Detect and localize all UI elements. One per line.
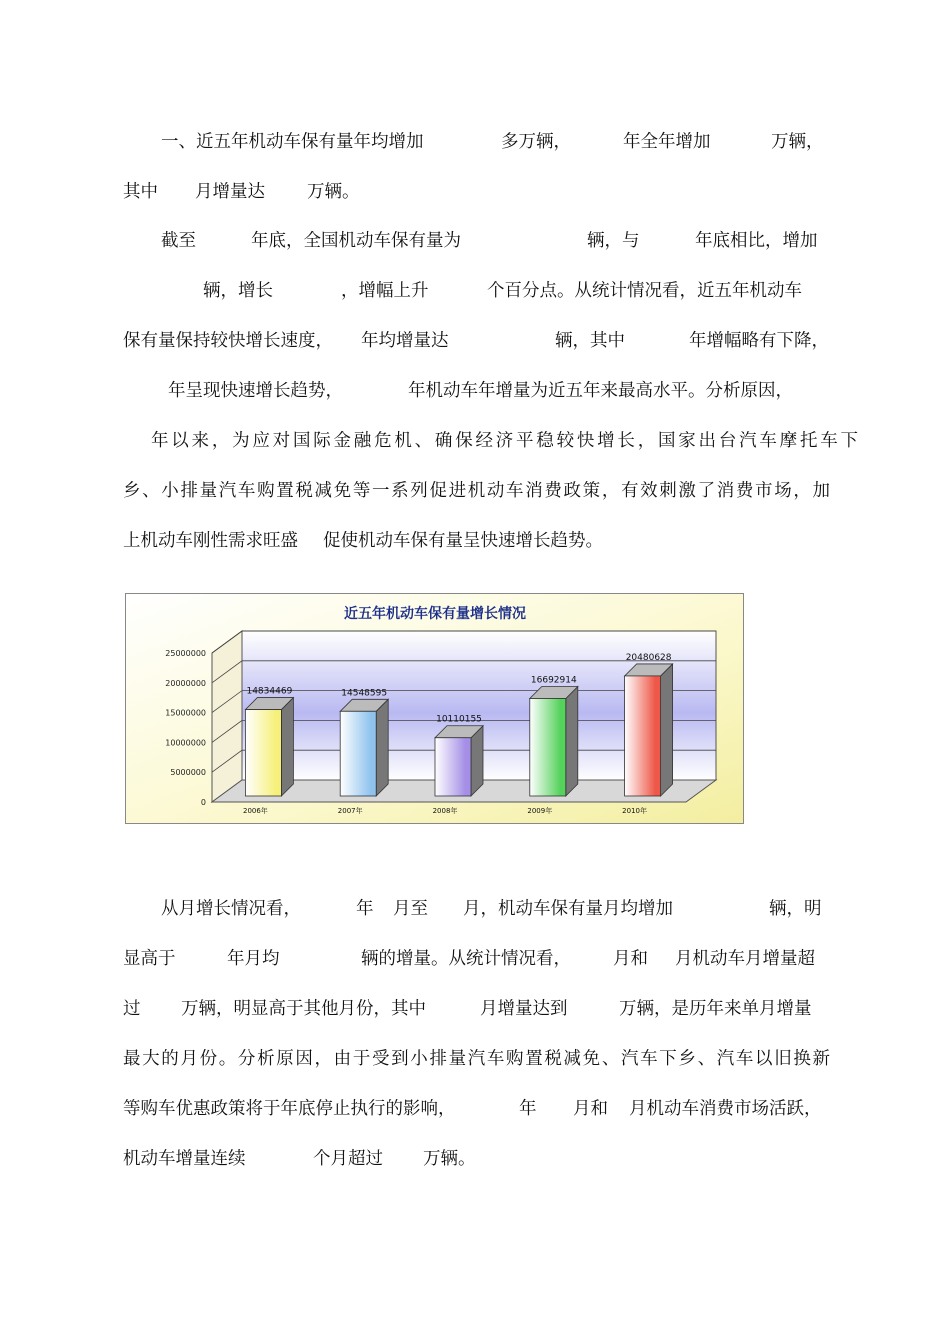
y-tick-label: 0 — [200, 798, 206, 807]
text-segment: 个月超过 — [313, 1149, 383, 1169]
text-segment: 月增量达 — [195, 182, 265, 202]
text-line — [123, 1096, 830, 1146]
y-tick-label: 25000000 — [165, 649, 206, 658]
text-line — [123, 328, 830, 378]
text-line — [123, 478, 830, 528]
text-segment: 乡、小排量汽车购置税减免等一系列促进机动车消费政策，有效刺激了消费市场，加 — [123, 481, 830, 501]
text-segment: 年月均 — [227, 949, 280, 969]
text-line — [123, 946, 830, 996]
text-segment: 年全年增加 — [623, 132, 711, 152]
text-line — [123, 228, 830, 278]
y-tick-label: 20000000 — [165, 678, 206, 688]
bar-value-label: 10110155 — [436, 714, 482, 725]
y-tick-label: 10000000 — [165, 738, 206, 748]
text-segment: 年以来，为应对国际金融危机、确保经济平稳较快增长，国家出台汽车摩托车下 — [151, 431, 858, 451]
text-line — [123, 428, 858, 478]
text-segment: 月机动车月增量超 — [675, 949, 815, 969]
text-segment: 其中 — [123, 182, 158, 202]
text-segment: 辆，明 — [769, 899, 822, 919]
text-line — [123, 1046, 830, 1096]
text-segment: 万辆，是历年来单月增量 — [619, 999, 812, 1019]
chart-title: 近五年机动车保有量增长情况 — [344, 606, 526, 622]
text-segment: 年底相比，增加 — [695, 231, 818, 251]
text-segment: 辆，与 — [587, 231, 640, 251]
text-segment: 年呈现快速增长趋势， — [168, 381, 343, 401]
x-tick-label: 2007年 — [337, 807, 363, 815]
text-line — [123, 129, 830, 179]
bar-value-label: 14548595 — [341, 688, 388, 699]
y-tick-label: 5000000 — [170, 768, 206, 778]
paragraph-2 — [123, 228, 858, 578]
text-segment: 辆的增量。从统计情况看， — [361, 949, 571, 969]
bar — [340, 711, 376, 796]
text-line — [123, 528, 830, 578]
text-segment: 最大的月份。分析原因，由于受到小排量汽车购置税减免、汽车下乡、汽车以旧换新 — [123, 1049, 830, 1069]
text-segment: 月机动车消费市场活跃， — [629, 1099, 822, 1119]
text-segment: 月，机动车保有量月均增加 — [463, 899, 673, 919]
text-line — [123, 378, 830, 428]
bar-side — [376, 699, 388, 796]
text-segment: 显高于 — [123, 949, 176, 969]
text-line — [123, 278, 830, 328]
paragraph-3 — [123, 896, 830, 1196]
bar — [530, 699, 566, 796]
chart-svg — [126, 594, 743, 823]
text-segment: 一、近五年机动车保有量年均增加 — [161, 132, 424, 152]
text-line — [123, 996, 830, 1046]
text-line — [123, 179, 830, 229]
x-tick-label: 2010年 — [622, 807, 648, 815]
bar — [625, 676, 661, 796]
text-segment: 万辆。 — [307, 182, 360, 202]
text-segment: 过 — [123, 999, 141, 1019]
text-segment: 等购车优惠政策将于年底停止执行的影响， — [123, 1099, 456, 1119]
text-segment: 年底，全国机动车保有量为 — [251, 231, 461, 251]
bar-value-label: 20480628 — [625, 652, 672, 663]
text-segment: 年 — [356, 899, 374, 919]
x-tick-label: 2006年 — [242, 807, 268, 815]
text-segment: 年增幅略有下降， — [689, 331, 829, 351]
x-tick-label: 2009年 — [527, 807, 553, 815]
vehicle-growth-chart — [125, 593, 744, 824]
text-line — [123, 896, 830, 946]
bar-side — [281, 698, 293, 796]
text-segment: 辆，其中 — [555, 331, 625, 351]
y-tick-label: 15000000 — [165, 708, 206, 718]
text-segment: 年均增量达 — [361, 331, 449, 351]
text-segment: 万辆，明显高于其他月份，其中 — [181, 999, 426, 1019]
text-segment: 辆，增长 — [203, 281, 273, 301]
text-segment: 万辆， — [771, 132, 824, 152]
bar-side — [566, 687, 578, 796]
bar-value-label: 16692914 — [530, 675, 577, 686]
text-segment: 从月增长情况看， — [161, 899, 301, 919]
bar — [245, 710, 281, 796]
text-line — [123, 1146, 830, 1196]
text-segment: 月增量达到 — [480, 999, 568, 1019]
text-segment: 年 — [519, 1099, 537, 1119]
bar — [435, 738, 471, 796]
text-segment: 月至 — [393, 899, 428, 919]
text-segment: ，增幅上升 — [341, 281, 429, 301]
text-segment: 多万辆， — [501, 132, 571, 152]
text-segment: 上机动车刚性需求旺盛 — [123, 531, 298, 551]
text-segment: 促使机动车保有量呈快速增长趋势。 — [323, 531, 603, 551]
text-segment: 月和 — [613, 949, 648, 969]
chart-side-wall — [212, 631, 242, 802]
text-segment: 万辆。 — [423, 1149, 476, 1169]
bar-side — [661, 664, 673, 796]
x-tick-label: 2008年 — [432, 807, 458, 815]
paragraph-1 — [123, 129, 830, 229]
bar-value-label: 14834469 — [246, 686, 293, 697]
text-segment: 月和 — [573, 1099, 608, 1119]
text-segment: 保有量保持较快增长速度， — [123, 331, 333, 351]
text-segment: 个百分点。从统计情况看，近五年机动车 — [487, 281, 802, 301]
text-segment: 年机动车年增量为近五年来最高水平。分析原因， — [408, 381, 793, 401]
text-segment: 机动车增量连续 — [123, 1149, 246, 1169]
text-segment: 截至 — [161, 231, 196, 251]
